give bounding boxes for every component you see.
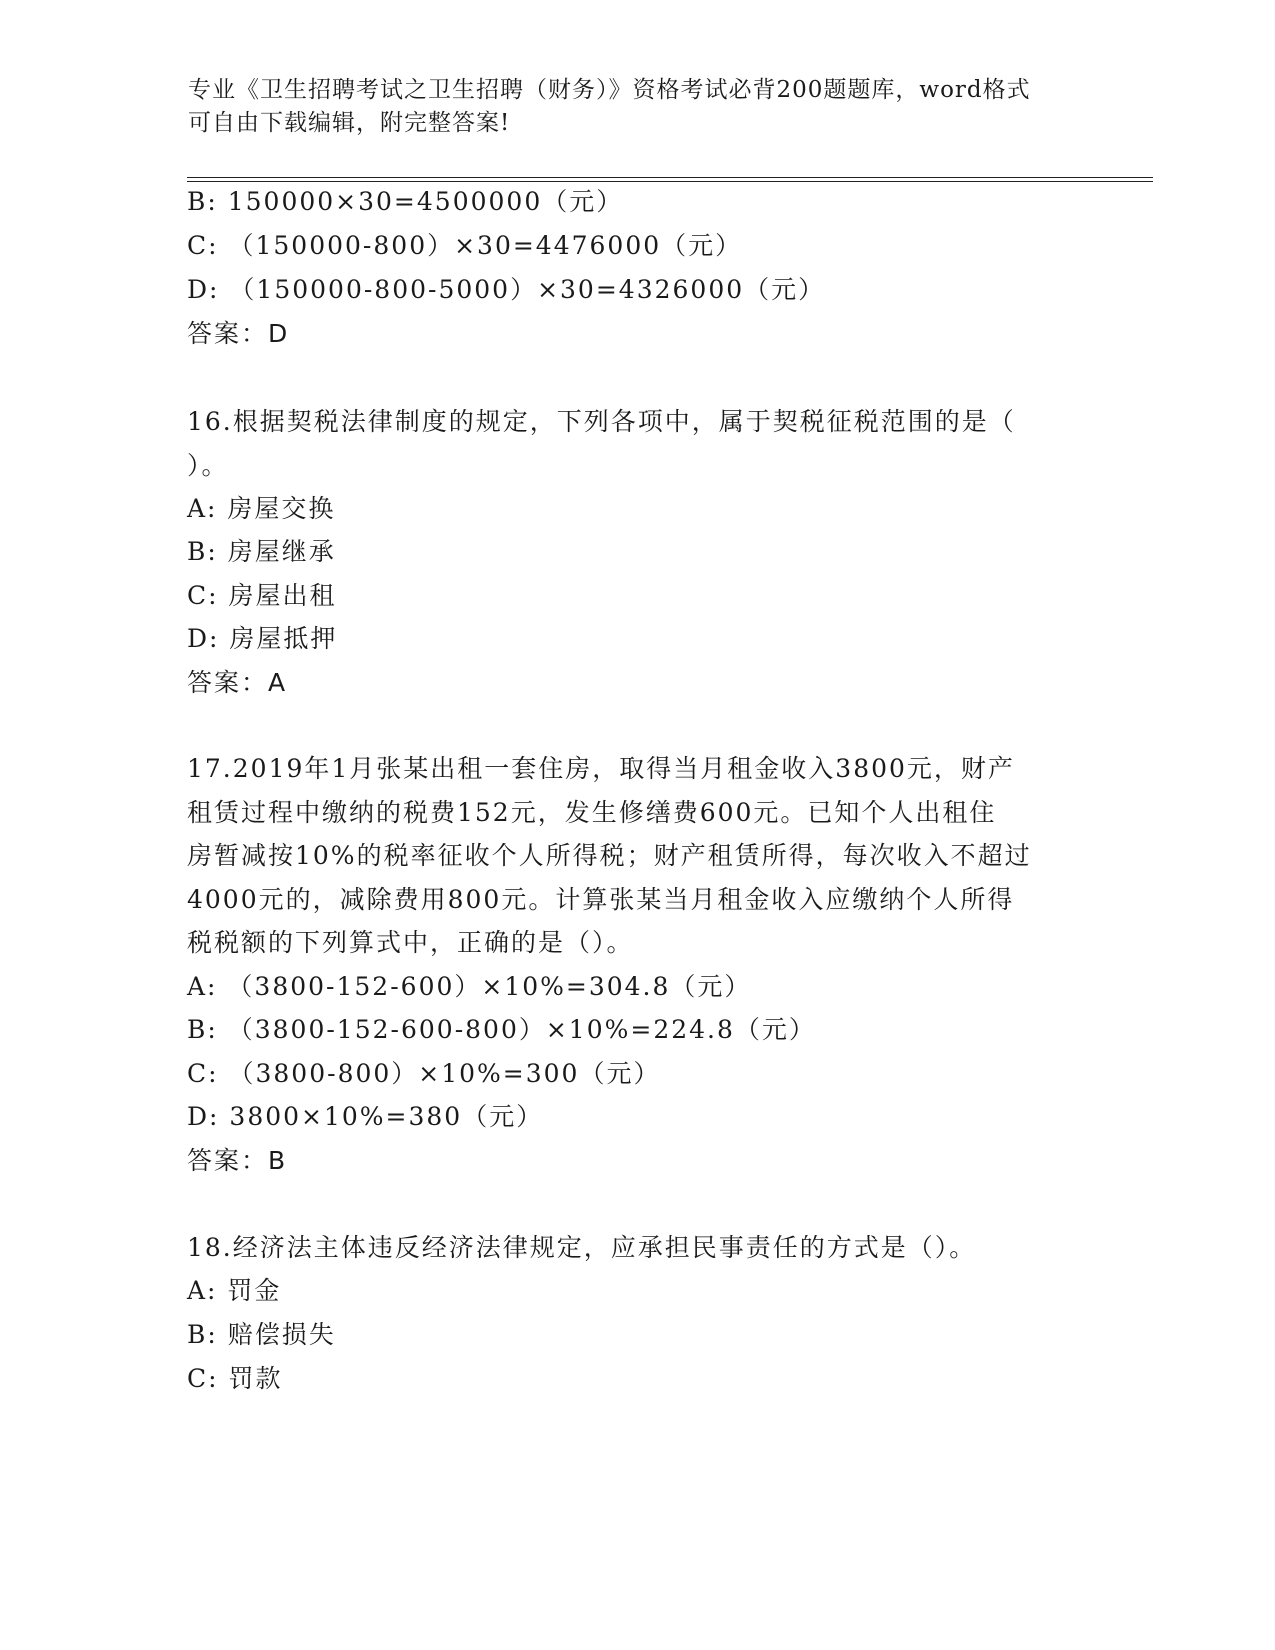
q15-option-b: B: 150000×30=4500000（元） bbox=[187, 187, 624, 216]
q17-answer: 答案：B bbox=[187, 1146, 288, 1175]
q16-option-b: B: 房屋继承 bbox=[187, 537, 336, 566]
q18-stem-line-1: 18.经济法主体违反经济法律规定，应承担民事责任的方式是（）。 bbox=[187, 1233, 977, 1262]
q16-answer: 答案：A bbox=[187, 668, 288, 697]
q15-option-c: C: （150000-800）×30=4476000（元） bbox=[187, 231, 743, 260]
q17-stem-line-4: 4000元的，减除费用800元。计算张某当月租金收入应缴纳个人所得 bbox=[187, 885, 1015, 914]
q17-option-a: A: （3800-152-600）×10%=304.8（元） bbox=[187, 972, 752, 1001]
q16-option-a: A: 房屋交换 bbox=[187, 494, 336, 523]
q16-option-d: D: 房屋抵押 bbox=[187, 624, 338, 653]
q17-stem-line-2: 租赁过程中缴纳的税费152元，发生修缮费600元。已知个人出租住 bbox=[187, 798, 997, 827]
q16-stem-line-2: ）。 bbox=[187, 451, 229, 480]
header-title-line-1: 专业《卫生招聘考试之卫生招聘（财务）》资格考试必背200题题库，word格式 bbox=[188, 77, 1031, 103]
q17-option-d: D: 3800×10%=380（元） bbox=[187, 1102, 544, 1131]
q16-option-c: C: 房屋出租 bbox=[187, 581, 337, 610]
q18-option-b: B: 赔偿损失 bbox=[187, 1320, 336, 1349]
q17-option-c: C: （3800-800）×10%=300（元） bbox=[187, 1059, 661, 1088]
q18-option-a: A: 罚金 bbox=[187, 1276, 282, 1305]
document-header bbox=[188, 74, 1068, 140]
q17-option-b: B: （3800-152-600-800）×10%=224.8（元） bbox=[187, 1015, 816, 1044]
q16-stem-line-1: 16.根据契税法律制度的规定，下列各项中，属于契税征税范围的是（ bbox=[187, 407, 1016, 436]
q18-option-c: C: 罚款 bbox=[187, 1364, 283, 1393]
q17-stem-line-5: 税税额的下列算式中，正确的是（）。 bbox=[187, 928, 634, 957]
q17-stem-line-1: 17.2019年1月张某出租一套住房，取得当月租金收入3800元，财产 bbox=[187, 754, 1015, 783]
q15-answer: 答案：D bbox=[187, 319, 290, 348]
header-title-line-2: 可自由下载编辑，附完整答案! bbox=[188, 110, 511, 136]
header-divider-top bbox=[187, 177, 1153, 178]
q15-option-d: D: （150000-800-5000）×30=4326000（元） bbox=[187, 275, 826, 304]
q17-stem-line-3: 房暂减按10%的税率征收个人所得税；财产租赁所得，每次收入不超过 bbox=[187, 841, 1032, 870]
